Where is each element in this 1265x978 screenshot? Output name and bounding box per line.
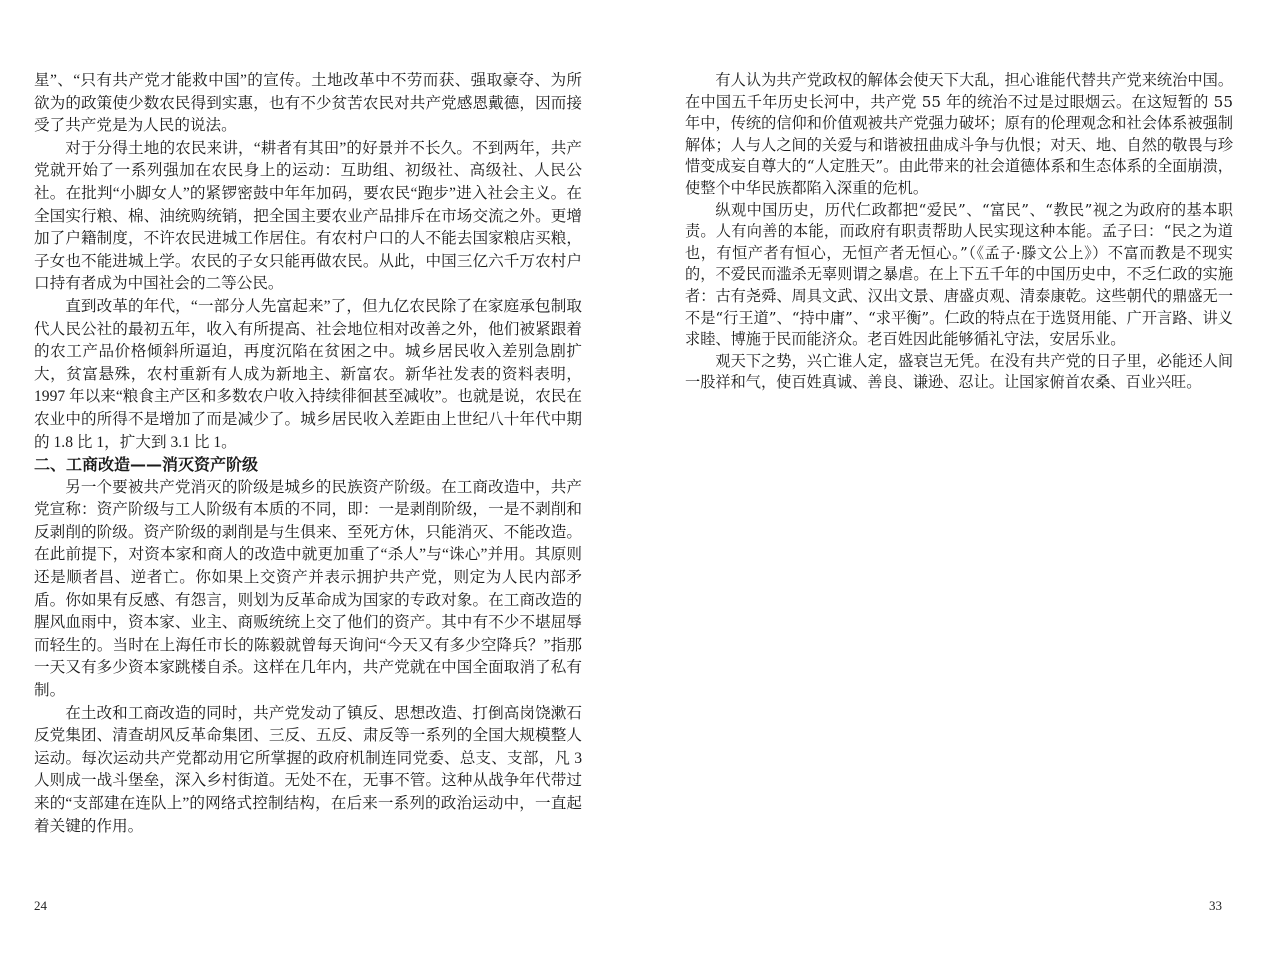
paragraph: 观天下之势，兴亡谁人定，盛衰岂无凭。在没有共产党的日子里，必能还人间一股祥和气，使百姓真诚、善良、谦逊、忍让。让国家俯首农桑、百业兴旺。	[685, 351, 1233, 392]
paragraph: 另一个要被共产党消灭的阶级是城乡的民族资产阶级。在工商改造中，共产党宣称：资产阶级与工人阶级有本质的不同，即：一是剥削阶级，一是不剥削和反剥削的阶级。资产阶级的剥削是与生俱来、至死方休，只能消灭、不能改造。在此前提下，对资本家和商人的改造中就更加重了“杀人”与“诛心”并用。其原则还是顺者昌、逆者亡。你如果上交资产并表示拥护共产党，则定为人民内部矛盾。你如果有反感、有怨言，则划为反革命成为国家的专政对象。在工商改造的腥风血雨中，资本家、业主、商贩统统上交了他们的资产。其中有不少不堪屈辱而轻生的。当时在上海任市长的陈毅就曾每天询问“今天又有多少空降兵？”指那一天又有多少资本家跳楼自杀。这样在几年内，共产党就在中国全面取消了私有制。	[34, 478, 582, 700]
right-page	[633, 0, 1265, 978]
paragraph: 有人认为共产党政权的解体会使天下大乱，担心谁能代替共产党来统治中国。在中国五千年历史长河中，共产党 55 年的统治不过是过眼烟云。在这短暂的 55 年中，传统的信仰和价值观被共产党强力破坏；原有的伦理观念和社会体系被强制解体；人与人之间的关爱与和谐被扭曲成斗争与仇恨；对天、地、自然的敬畏与珍惜变成妄自尊大的“人定胜天”。由此带来的社会道德体系和生态体系的全面崩溃，使整个中华民族都陷入深重的危机。	[685, 71, 1233, 197]
paragraph: 在土改和工商改造的同时，共产党发动了镇反、思想改造、打倒高岗饶漱石反党集团、清查胡风反革命集团、三反、五反、肃反等一系列的全国大规模整人运动。每次运动共产党都动用它所掌握的政府机制连同党委、总支、支部，凡 3 人则成一战斗堡垒，深入乡村街道。无处不在，无事不管。这种从战争年代带过来的“支部建在连队上”的网络式控制结构，在后来一系列的政治运动中，一直起着关键的作用。	[34, 704, 582, 835]
left-page-text-column	[34, 70, 582, 838]
section-heading: 二、工商改造——消灭资产阶级	[34, 455, 259, 475]
paragraph: 对于分得土地的农民来讲，“耕者有其田”的好景并不长久。不到两年，共产党就开始了一系列强加在农民身上的运动：互助组、初级社、高级社、人民公社。在批判“小脚女人”的紧锣密鼓中年年加码，要农民“跑步”进入社会主义。在全国实行粮、棉、油统购统销，把全国主要农业产品排斥在市场交流之外。更增加了户籍制度，不许农民进城工作居住。有农村户口的人不能去国家粮店买粮，子女也不能进城上学。农民的子女只能再做农民。从此，中国三亿六千万农村户口持有者成为中国社会的二等公民。	[34, 139, 582, 293]
page-number: 33	[1209, 898, 1222, 913]
right-page-text-column	[685, 70, 1233, 394]
paragraph: 直到改革的年代，“一部分人先富起来”了，但九亿农民除了在家庭承包制取代人民公社的最初五年，收入有所提高、社会地位相对改善之外，他们被紧跟着的农工产品价格倾斜所逼迫，再度沉陷在贫困之中。城乡居民收入差别急剧扩大，贫富悬殊，农村重新有人成为新地主、新富农。新华社发表的资料表明，1997 年以来“粮食主产区和多数农户收入持续徘徊甚至减收”。也就是说，农民在农业中的所得不是增加了而是减少了。城乡居民收入差距由上世纪八十年代中期的 1.8 比 1，扩大到 3.1 比 1。	[34, 297, 582, 451]
paragraph: 纵观中国历史，历代仁政都把“爱民”、“富民”、“教民”视之为政府的基本职责。人有向善的本能，而政府有职责帮助人民实现这种本能。孟子曰：“民之为道也，有恒产者有恒心，无恒产者无恒心。”（《孟子·滕文公上》）不富而教是不现实的，不爱民而滥杀无辜则谓之暴虐。在上下五千年的中国历史中，不乏仁政的实施者：古有尧舜、周具文武、汉出文景、唐盛贞观、清泰康乾。这些朝代的鼎盛无一不是“行王道”、“持中庸”、“求平衡”。仁政的特点在于选贤用能、广开言路、讲义求睦、博施于民而能济众。老百姓因此能够循礼守法，安居乐业。	[685, 200, 1233, 349]
page-number: 24	[34, 898, 47, 913]
paragraph: 星”、“只有共产党才能救中国”的宣传。土地改革中不劳而获、强取豪夺、为所欲为的政策使少数农民得到实惠，也有不少贫苦农民对共产党感恩戴德，因而接受了共产党是为人民的说法。	[34, 72, 582, 135]
left-page	[0, 0, 632, 978]
